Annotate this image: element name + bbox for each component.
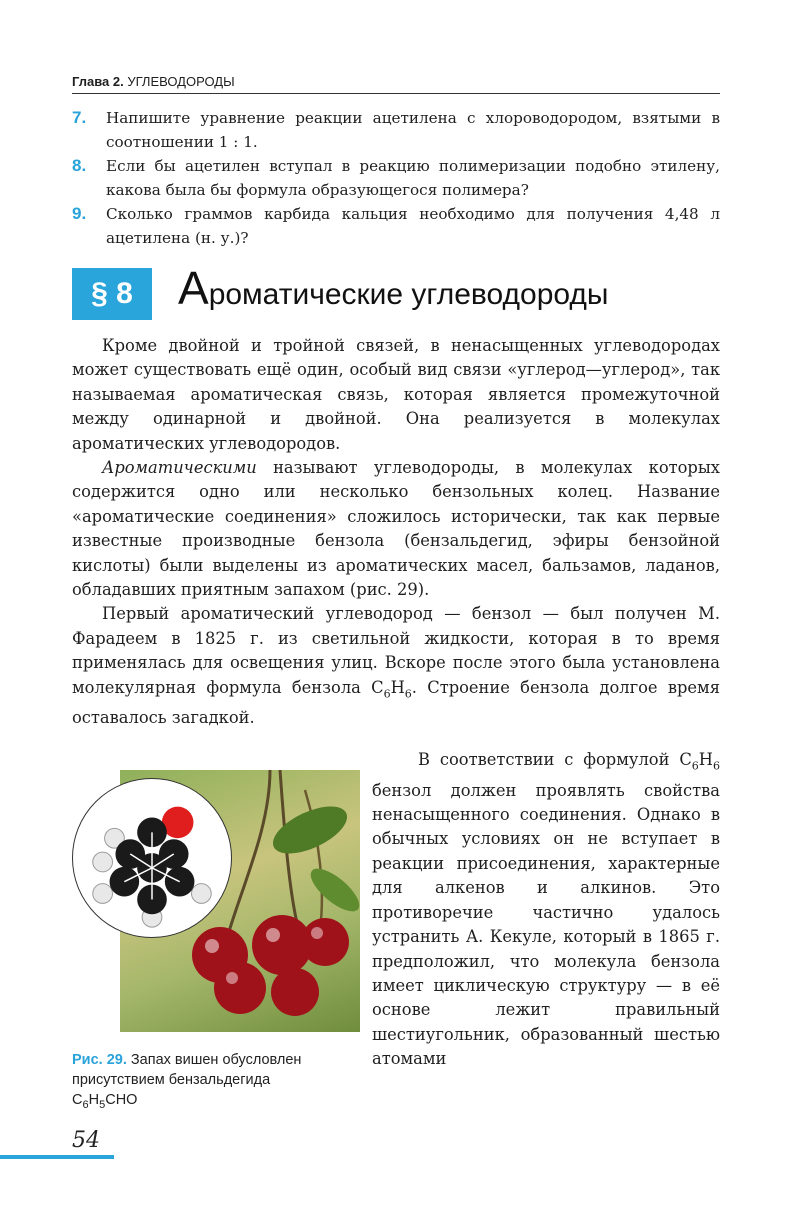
figure-label: Рис. 29. [72, 1052, 127, 1068]
chapter-header [72, 74, 720, 94]
molecule-illustration [73, 779, 231, 937]
cherry [271, 968, 319, 1016]
section-badge: § 8 [72, 268, 152, 320]
paragraph-3-text: . Строение бензола долгое время оставалось загадкой. [72, 677, 720, 728]
benzaldehyde-model [72, 778, 232, 938]
question-number: 8. [72, 156, 87, 175]
hydrogen-atom [93, 884, 113, 904]
hydrogen-atom [192, 884, 212, 904]
cherry [214, 962, 266, 1014]
question-number: 9. [72, 204, 87, 223]
paragraph-2 [72, 456, 720, 602]
question-text: Сколько граммов карбида кальция необходимо для получения 4,48 л ацетилена (н. у.)? [106, 205, 720, 247]
paragraph-3 [72, 602, 720, 730]
cherry [301, 918, 349, 966]
question-item [72, 154, 720, 202]
paragraph-1: Кроме двойной и тройной связей, в ненасыщенных углеводородах может существовать ещё один, особый вид связи «углерод—углерод», так называемая ароматическая связь, которая является промежуточной между одинарной и двойной. Она реализуется в молекулах ароматических углеводородов. [72, 336, 720, 453]
caption-text: CHO [105, 1092, 138, 1108]
chapter-label: Глава 2. [72, 74, 124, 89]
question-text: Напишите уравнение реакции ацетилена с хлороводородом, взятыми в соотношении 1 : 1. [106, 109, 720, 151]
figure-caption [72, 1050, 332, 1115]
caption-text: Запах вишен обусловлен присутствием бензальдегида C [72, 1052, 302, 1108]
section-title-first-letter: А [178, 262, 209, 314]
section-title-rest: роматические углеводороды [208, 278, 609, 311]
subscript: 6 [713, 759, 720, 773]
question-item [72, 106, 720, 154]
footer-accent-line [0, 1155, 114, 1159]
question-item [72, 202, 720, 250]
subscript: 6 [691, 759, 699, 773]
hydrogen-atom [93, 852, 113, 872]
paragraph-2-rest: называют углеводороды, в молекулах которых содержится одно или несколько бензольных колец. Название «ароматические соединения» сложилось исторически, так как первые известные производные бензола (бензальдегид, эфиры бензойной кислоты) были выделены из ароматических масел, бальзамов, ладанов, обладавших приятным запахом (рис. 29). [72, 458, 720, 600]
question-text: Если бы ацетилен вступал в реакцию полимеризации подобно этилену, какова была бы формула образующегося полимера? [106, 157, 720, 199]
paragraph-4-text: бензол должен проявлять свойства ненасыщенного соединения. Однако в обычных условиях он не вступает в реакции присоединения, характерные для алкенов и алкинов. Это противоречие частично удалось устранить А. Кекуле, который в 1865 г. предположил, что молекула бензола имеет циклическую структуру — в её основе лежит правильный шестиугольник, образованный шестью атомами [372, 780, 720, 1069]
subscript: 6 [404, 686, 412, 700]
page-number: 54 [72, 1128, 100, 1153]
question-number: 7. [72, 108, 87, 127]
paragraph-4-text: H [698, 750, 713, 769]
section-title [178, 262, 609, 314]
paragraph-4 [372, 748, 720, 1072]
subscript: 6 [383, 686, 391, 700]
paragraph-3-text: H [390, 677, 405, 697]
subscript: 6 [82, 1098, 89, 1111]
italic-term: Ароматическими [102, 458, 257, 478]
subscript: 5 [99, 1098, 106, 1111]
body-text [72, 334, 720, 731]
wrap-text [372, 748, 720, 1072]
questions-list [72, 106, 720, 250]
paragraph-3-text: Первый ароматический углеводород — бензол — был получен М. Фарадеем в 1825 г. из светильной жидкости, которая в то время применялась для освещения улиц. Вскоре после этого была установлена молекулярная формула бензола C [72, 604, 720, 697]
chapter-title: УГЛЕВОДОРОДЫ [127, 74, 235, 89]
caption-text: H [88, 1092, 100, 1108]
paragraph-4-text: В соответствии с формулой C [418, 750, 692, 769]
